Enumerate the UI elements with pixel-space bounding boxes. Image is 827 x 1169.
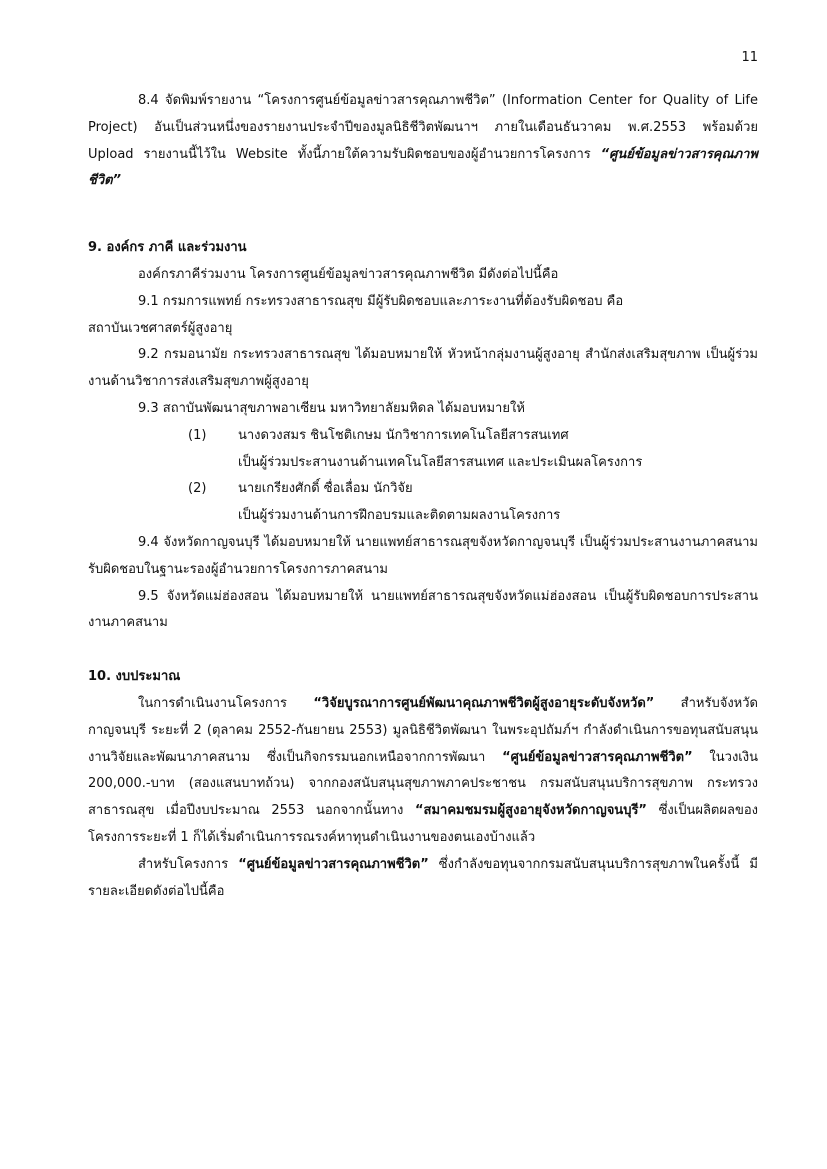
paragraph-10-budget: [88, 691, 758, 852]
paragraph-10-closing: [88, 852, 758, 906]
sub-item-2-continued: เป็นผู้ร่วมงานด้านการฝึกอบรมและติดตามผลงานโครงการ: [238, 508, 561, 524]
budget-text-4: ซึ่งเป็นผลิตผลของโครงการระยะที่ 1 ก็ได้เริ่มดำเนินการรณรงค์หาทุนดำเนินงานของตนเองบ้างแล้ว: [88, 803, 758, 845]
document-body: [88, 88, 758, 905]
paragraph-9-1-continued: สถาบันเวชศาสตร์ผู้สูงอายุ: [88, 320, 233, 336]
budget-text-1: ในการดำเนินงานโครงการ: [138, 695, 314, 711]
sub-item-2-text: นายเกรียงศักดิ์ ซื่อเลื่อม นักวิจัย: [238, 481, 413, 497]
paragraph-9-1: 9.1 กรมการแพทย์ กระทรวงสาธารณสุข มีผู้รับผิดชอบและภาระงานที่ต้องรับผิดชอบ คือ: [138, 293, 624, 309]
sub-item-2-number: (2): [188, 481, 207, 497]
budget-text-2: สำหรับจังหวัดกาญจนบุรี ระยะที่ 2 (ตุลาคม 2552-กันยายน 2553) มูลนิธิชีวิตพัฒนา ในพระอุปถัมภ์ฯ กำลังดำเนินการขอทุนสนับสนุนงานวิจัยและพัฒนาภาคสนาม ซึ่งเป็นกิจกรรมนอกเหนือจากการพัฒนา: [88, 695, 758, 765]
paragraph-8-4: [88, 88, 758, 195]
budget-text-3: ในวงเงิน 200,000.-บาท (สองแสนบาทถ้วน) จากกองสนับสนุนสุขภาพภาคประชาชน กรมสนับสนุนบริการสุขภาพ กระทรวงสาธารณสุข เมื่อปีงบประมาณ 2553 นอกจากนั้นทาง: [88, 749, 758, 819]
closing-text-2: ซึ่งกำลังขอทุนจากกรมสนับสนุนบริการสุขภาพในครั้งนี้ มีรายละเอียดดังต่อไปนี้คือ: [88, 856, 758, 899]
paragraph-9-3: 9.3 สถาบันพัฒนาสุขภาพอาเซียน มหาวิทยาลัยมหิดล ได้มอบหมายให้: [138, 400, 525, 416]
closing-project-name: “ศูนย์ข้อมูลข่าวสารคุณภาพชีวิต”: [238, 856, 429, 872]
section-9-heading: 9. องค์กร ภาคี และร่วมงาน: [88, 240, 247, 256]
paragraph-8-4-text: 8.4 จัดพิมพ์รายงาน “โครงการศูนย์ข้อมูลข่าวสารคุณภาพชีวิต” (Information Center for Quality of Life Project) อันเป็นส่วนหนึ่งของรายงานประจำปีของมูลนิธิชีวิตพัฒนาฯ ภายในเดือนธันวาคม พ.ศ.2553 พร้อมด้วย Upload รายงานนี้ไว้ใน Website ทั้งนี้ภายใต้ความรับผิดชอบของผู้อำนวยการโครงการ: [88, 93, 758, 162]
sub-item-2: [88, 476, 758, 503]
paragraph-9-4: 9.4 จังหวัดกาญจนบุรี ได้มอบหมายให้ นายแพทย์สาธารณสุขจังหวัดกาญจนบุรี เป็นผู้ร่วมประสานงานภาคสนาม รับผิดชอบในฐานะรองผู้อำนวยการโครงการภาคสนาม: [88, 534, 758, 577]
section-10-heading: 10. งบประมาณ: [88, 669, 181, 685]
info-center-name: “ศูนย์ข้อมูลข่าวสารคุณภาพชีวิต”: [502, 749, 693, 765]
sub-item-1-continued: เป็นผู้ร่วมประสานงานด้านเทคโนโลยีสารสนเทศ และประเมินผลโครงการ: [238, 454, 643, 470]
sub-item-1-text: นางดวงสมร ชินโชติเกษม นักวิชาการเทคโนโลยีสารสนเทศ: [238, 427, 569, 443]
closing-text-1: สำหรับโครงการ: [138, 856, 239, 872]
sub-item-1-number: (1): [188, 427, 207, 443]
section-9-intro: องค์กรภาคีร่วมงาน โครงการศูนย์ข้อมูลข่าวสารคุณภาพชีวิต มีดังต่อไปนี้คือ: [138, 266, 559, 282]
sub-item-1: [88, 423, 758, 450]
project-name-emphasis: “ศูนย์ข้อมูลข่าวสารคุณภาพชีวิต”: [88, 146, 758, 189]
page-number: 11: [741, 50, 758, 65]
paragraph-9-5: 9.5 จังหวัดแม่ฮ่องสอน ได้มอบหมายให้ นายแพทย์สาธารณสุขจังหวัดแม่ฮ่องสอน เป็นผู้รับผิดชอบการประสานงานภาคสนาม: [88, 588, 758, 631]
paragraph-9-2: 9.2 กรมอนามัย กระทรวงสาธารณสุข ได้มอบหมายให้ หัวหน้ากลุ่มงานผู้สูงอายุ สำนักส่งเสริมสุขภาพ เป็นผู้ร่วมงานด้านวิชาการส่งเสริมสุขภาพผู้สูงอายุ: [88, 347, 758, 390]
research-project-name: “วิจัยบูรณาการศูนย์พัฒนาคุณภาพชีวิตผู้สูงอายุระดับจังหวัด”: [313, 695, 655, 711]
association-name: “สมาคมชมรมผู้สูงอายุจังหวัดกาญจนบุรี”: [414, 803, 647, 819]
